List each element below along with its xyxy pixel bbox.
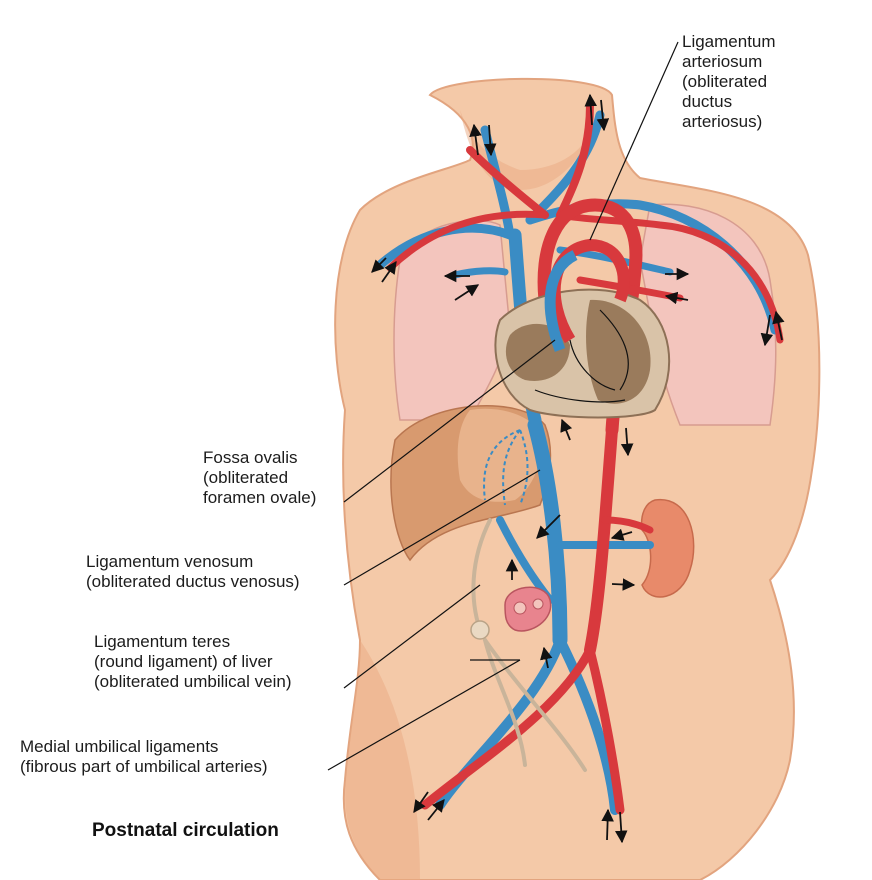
label-line: (obliterated ductus venosus) [86, 572, 300, 591]
heart [495, 290, 669, 418]
label-line: Medial umbilical ligaments [20, 737, 219, 756]
label-fossa-ovalis [203, 448, 316, 508]
label-line: Ligamentum venosum [86, 552, 254, 571]
figure-title: Postnatal circulation [92, 820, 279, 841]
label-line: (round ligament) of liver [94, 652, 273, 671]
label-line: (obliterated umbilical vein) [94, 672, 292, 691]
label-line: (fibrous part of umbilical arteries) [20, 757, 268, 776]
label-line: ductus [682, 92, 733, 111]
label-ligamentum-teres [94, 632, 291, 692]
label-ligamentum-venosum [86, 552, 300, 592]
label-line: Fossa ovalis [203, 448, 298, 467]
label-ligamentum-arteriosum [682, 32, 776, 132]
label-line: Ligamentum [682, 32, 776, 51]
label-line: (obliterated [682, 72, 768, 91]
label-line: arteriosus) [682, 112, 763, 131]
umbilicus [471, 621, 489, 639]
label-medial-umbilical-ligaments [20, 737, 268, 777]
label-line: foramen ovale) [203, 488, 317, 507]
label-line: Ligamentum teres [94, 632, 231, 651]
label-line: arteriosum [682, 52, 763, 71]
label-line: (obliterated [203, 468, 289, 487]
